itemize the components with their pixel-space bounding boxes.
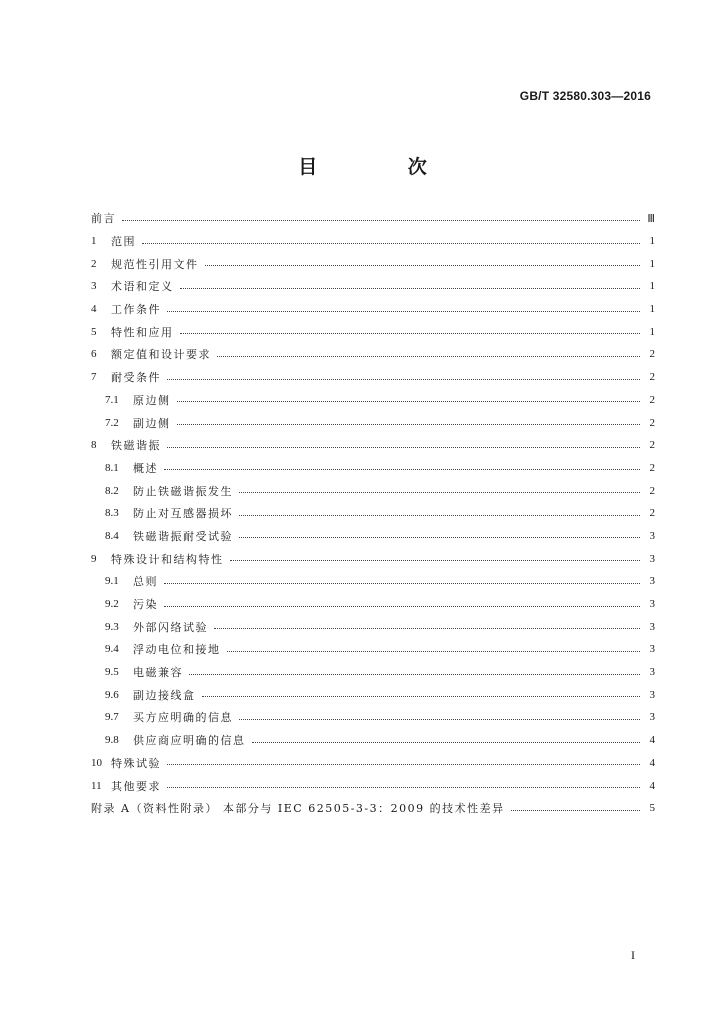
toc-entry-page: 3 (649, 620, 655, 633)
toc-entry-title: 特殊设计和结构特性 (111, 552, 224, 566)
toc-entry-title: 副边侧 (133, 416, 171, 430)
toc-entry[interactable] (91, 706, 655, 729)
toc-entry-number: 7 (91, 371, 97, 384)
toc-entry-number: 1 (91, 235, 97, 248)
toc-leader-dots (177, 423, 641, 425)
toc-entry-number: 9.8 (105, 734, 119, 747)
toc-entry-title: 其他要求 (111, 779, 161, 793)
toc-entry-page: 4 (649, 734, 655, 747)
toc-entry-number: 7.1 (105, 393, 119, 406)
toc-leader-dots (511, 809, 640, 811)
toc-entry[interactable] (91, 457, 655, 480)
toc-entry[interactable] (91, 525, 655, 548)
toc-entry-number: 9.4 (105, 643, 119, 656)
toc-entry[interactable] (91, 547, 655, 570)
toc-entry-page: 3 (649, 711, 655, 724)
toc-entry-number: 6 (91, 348, 97, 361)
toc-entry-page: 4 (649, 756, 655, 769)
toc-entry[interactable] (91, 298, 655, 321)
toc-leader-dots (230, 559, 641, 561)
toc-entry[interactable] (91, 366, 655, 389)
toc-entry-title: 买方应明确的信息 (133, 711, 233, 725)
toc-entry-title: 规范性引用文件 (111, 257, 199, 271)
toc-entry-title: 特性和应用 (111, 325, 174, 339)
toc-entry[interactable] (91, 389, 655, 412)
toc-entry-title: 原边侧 (133, 393, 171, 407)
toc-entry-title: 耐受条件 (111, 371, 161, 385)
toc-entry-title: 额定值和设计要求 (111, 348, 211, 362)
toc-entry-page: 1 (649, 235, 655, 248)
toc-entry-title: 防止对互感器损坏 (133, 507, 233, 521)
toc-entry-page: 1 (649, 257, 655, 270)
toc-entry[interactable] (91, 661, 655, 684)
toc-leader-dots (202, 695, 641, 697)
toc-leader-dots (239, 491, 640, 493)
toc-entry[interactable] (91, 774, 655, 797)
toc-entry-page: 2 (649, 484, 655, 497)
page-title: 目 次 (298, 156, 469, 178)
toc-leader-dots (239, 514, 640, 516)
toc-entry-title: 前言 (91, 212, 116, 226)
toc-entry-page: 4 (649, 779, 655, 792)
toc-leader-dots (180, 332, 641, 334)
toc-entry-number: 9.1 (105, 575, 119, 588)
toc-leader-dots (164, 582, 640, 584)
toc-entry[interactable] (91, 502, 655, 525)
toc-entry-title: 外部闪络试验 (133, 620, 208, 634)
toc-leader-dots (167, 310, 640, 312)
toc-entry-title: 污染 (133, 598, 158, 612)
toc-entry-number: 9 (91, 552, 97, 565)
toc-entry-title: 概述 (133, 461, 158, 475)
toc-entry-page: 2 (649, 439, 655, 452)
toc-entry-title: 副边接线盒 (133, 688, 196, 702)
toc-entry-number: 9.6 (105, 688, 119, 701)
table-of-contents (91, 207, 655, 820)
toc-leader-dots (177, 400, 641, 402)
toc-leader-dots (180, 287, 641, 289)
toc-entry[interactable] (91, 434, 655, 457)
standard-code: GB/T 32580.303—2016 (519, 89, 651, 103)
toc-entry-number: 8.3 (105, 507, 119, 520)
toc-entry-number: 8.2 (105, 484, 119, 497)
toc-entry-page: 2 (649, 507, 655, 520)
toc-entry[interactable] (91, 797, 655, 820)
toc-entry[interactable] (91, 683, 655, 706)
toc-entry[interactable] (91, 479, 655, 502)
toc-entry-number: 2 (91, 257, 97, 270)
toc-leader-dots (122, 219, 640, 221)
toc-leader-dots (205, 264, 641, 266)
toc-entry-number: 5 (91, 325, 97, 338)
toc-leader-dots (214, 627, 640, 629)
toc-entry-page: 3 (649, 688, 655, 701)
toc-leader-dots (167, 786, 640, 788)
toc-entry-page: 1 (649, 325, 655, 338)
toc-entry-title: 特殊试验 (111, 756, 161, 770)
toc-entry-number: 8 (91, 439, 97, 452)
toc-entry-number: 9.3 (105, 620, 119, 633)
toc-entry-title: 铁磁谐振耐受试验 (133, 529, 233, 543)
toc-entry-number: 4 (91, 303, 97, 316)
toc-entry-page: 2 (649, 416, 655, 429)
toc-entry-page: 2 (649, 371, 655, 384)
page-number: I (631, 948, 635, 962)
toc-entry-number: 9.5 (105, 666, 119, 679)
toc-entry[interactable] (91, 729, 655, 752)
toc-entry-title: 铁磁谐振 (111, 439, 161, 453)
toc-entry[interactable] (91, 207, 655, 230)
toc-entry-page: Ⅲ (647, 212, 655, 225)
toc-entry-page: 5 (649, 802, 655, 815)
toc-entry-title: 工作条件 (111, 303, 161, 317)
toc-entry-page: 1 (649, 280, 655, 293)
toc-entry-title: 供应商应明确的信息 (133, 734, 246, 748)
toc-entry-page: 3 (649, 666, 655, 679)
toc-entry-number: 8.1 (105, 461, 119, 474)
toc-entry-title: 术语和定义 (111, 280, 174, 294)
toc-leader-dots (164, 605, 640, 607)
toc-entry-number: 11 (91, 779, 102, 792)
toc-entry[interactable] (91, 752, 655, 775)
toc-leader-dots (189, 673, 640, 675)
toc-entry[interactable] (91, 593, 655, 616)
toc-entry-page: 3 (649, 598, 655, 611)
toc-leader-dots (167, 378, 640, 380)
toc-leader-dots (252, 741, 641, 743)
toc-entry[interactable] (91, 275, 655, 298)
toc-entry-number: 8.4 (105, 529, 119, 542)
toc-leader-dots (227, 650, 641, 652)
toc-entry[interactable] (91, 638, 655, 661)
toc-leader-dots (239, 718, 640, 720)
toc-entry[interactable] (91, 411, 655, 434)
toc-entry-title: 附录 A（资料性附录） 本部分与 IEC 62505-3-3：2009 的技术性差异 (91, 802, 505, 816)
toc-entry[interactable] (91, 570, 655, 593)
toc-entry-page: 3 (649, 529, 655, 542)
toc-entry-number: 3 (91, 280, 97, 293)
toc-entry-title: 浮动电位和接地 (133, 643, 221, 657)
toc-entry-number: 9.2 (105, 598, 119, 611)
toc-entry-number: 10 (91, 756, 102, 769)
toc-entry-page: 2 (649, 393, 655, 406)
toc-entry-page: 3 (649, 575, 655, 588)
toc-entry[interactable] (91, 252, 655, 275)
toc-leader-dots (167, 763, 640, 765)
toc-entry-page: 1 (649, 303, 655, 316)
toc-entry-title: 防止铁磁谐振发生 (133, 484, 233, 498)
toc-entry-page: 2 (649, 348, 655, 361)
toc-entry[interactable] (91, 343, 655, 366)
toc-entry-number: 9.7 (105, 711, 119, 724)
toc-entry[interactable] (91, 320, 655, 343)
toc-entry-title: 范围 (111, 235, 136, 249)
toc-entry[interactable] (91, 230, 655, 253)
toc-leader-dots (164, 468, 640, 470)
toc-entry[interactable] (91, 615, 655, 638)
toc-entry-page: 2 (649, 461, 655, 474)
toc-leader-dots (239, 536, 640, 538)
toc-entry-title: 总则 (133, 575, 158, 589)
toc-leader-dots (142, 242, 640, 244)
toc-entry-page: 3 (649, 552, 655, 565)
toc-entry-title: 电磁兼容 (133, 666, 183, 680)
toc-leader-dots (167, 446, 640, 448)
toc-entry-page: 3 (649, 643, 655, 656)
toc-entry-number: 7.2 (105, 416, 119, 429)
toc-leader-dots (217, 355, 640, 357)
